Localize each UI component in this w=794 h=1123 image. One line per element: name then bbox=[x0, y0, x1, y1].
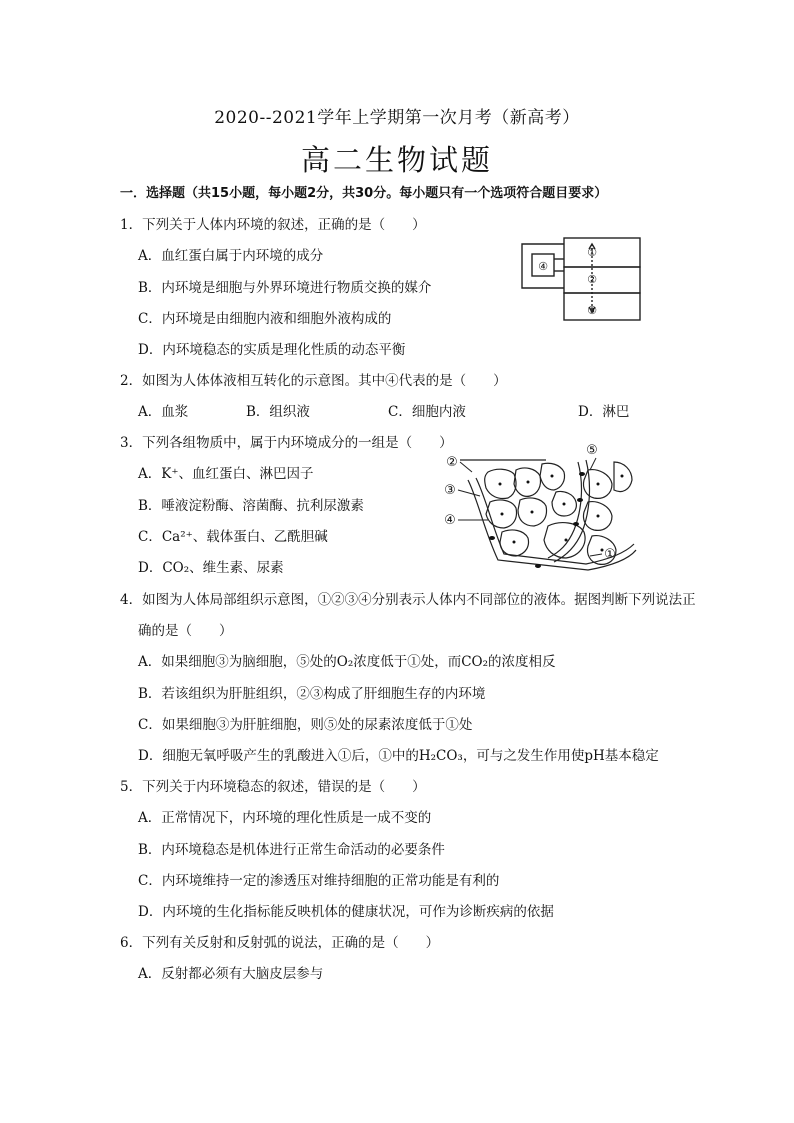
question-4-option-b: B．若该组织为肝脏组织，②③构成了肝细胞生存的内环境 bbox=[138, 686, 486, 702]
question-5-option-a: A．正常情况下，内环境的理化性质是一成不变的 bbox=[138, 810, 432, 826]
question-2-option-c: C．细胞内液 bbox=[388, 404, 466, 420]
section-heading: 一．选择题（共15小题，每小题2分，共30分。每小题只有一个选项符合题目要求） bbox=[120, 186, 608, 201]
question-4-stem: 4．如图为人体局部组织示意图，①②③④分别表示人体内不同部位的液体。据图判断下列说法正 bbox=[120, 592, 696, 608]
question-5-stem: 5．下列关于内环境稳态的叙述，错误的是（ ） bbox=[120, 779, 426, 795]
body-fluid-diagram bbox=[518, 236, 643, 322]
question-5-option-d: D．内环境的生化指标能反映机体的健康状况，可作为诊断疾病的依据 bbox=[138, 904, 554, 920]
question-5-option-b: B．内环境稳态是机体进行正常生命活动的必要条件 bbox=[138, 842, 445, 858]
question-6-stem: 6．下列有关反射和反射弧的说法，正确的是（ ） bbox=[120, 935, 440, 951]
question-3-option-a: A．K⁺、血红蛋白、淋巴因子 bbox=[138, 466, 314, 482]
tissue-diagram bbox=[438, 440, 638, 575]
question-1-option-b: B．内环境是细胞与外界环境进行物质交换的媒介 bbox=[138, 280, 432, 296]
question-4-option-a: A．如果细胞③为脑细胞，⑤处的O₂浓度低于①处，而CO₂的浓度相反 bbox=[138, 654, 556, 670]
figure2-label-2: ② bbox=[446, 455, 458, 470]
question-6-option-a: A．反射都必须有大脑皮层参与 bbox=[138, 966, 324, 982]
question-2-stem: 2．如图为人体体液相互转化的示意图。其中④代表的是（ ） bbox=[120, 373, 507, 389]
question-4-option-c: C．如果细胞③为肝脏细胞，则⑤处的尿素浓度低于①处 bbox=[138, 717, 473, 733]
subject-title: 高二生物试题 bbox=[300, 143, 493, 177]
question-3-stem: 3．下列各组物质中，属于内环境成分的一组是（ ） bbox=[120, 435, 453, 451]
question-3-option-c: C．Ca²⁺、载体蛋白、乙酰胆碱 bbox=[138, 529, 328, 545]
figure1-label-4: ④ bbox=[538, 260, 548, 273]
figure2-label-1: ① bbox=[604, 547, 616, 562]
figure2-label-3: ③ bbox=[444, 483, 456, 498]
question-2-option-a: A．血浆 bbox=[138, 404, 189, 420]
question-4-option-d: D．细胞无氧呼吸产生的乳酸进入①后，①中的H₂CO₃，可与之发生作用使pH基本稳定 bbox=[138, 748, 659, 764]
figure2-label-5: ⑤ bbox=[586, 443, 598, 458]
figure2-label-4: ④ bbox=[444, 513, 456, 528]
question-3-option-d: D．CO₂、维生素、尿素 bbox=[138, 560, 284, 576]
question-3-option-b: B．唾液淀粉酶、溶菌酶、抗利尿激素 bbox=[138, 498, 364, 514]
question-4-stem-cont: 确的是（ ） bbox=[138, 623, 233, 639]
exam-title: 2020--2021学年上学期第一次月考（新高考） bbox=[214, 108, 580, 128]
question-2-option-b: B．组织液 bbox=[246, 404, 310, 420]
question-1-stem: 1．下列关于人体内环境的叙述，正确的是（ ） bbox=[120, 217, 426, 233]
question-5-option-c: C．内环境维持一定的渗透压对维持细胞的正常功能是有利的 bbox=[138, 873, 500, 889]
question-1-option-c: C．内环境是由细胞内液和细胞外液构成的 bbox=[138, 311, 392, 327]
question-1-option-d: D．内环境稳态的实质是理化性质的动态平衡 bbox=[138, 342, 406, 358]
figure1-label-1: ① bbox=[587, 246, 597, 259]
figure1-label-2: ② bbox=[587, 273, 597, 286]
figure1-label-3: ③ bbox=[587, 304, 597, 317]
question-1-option-a: A．血红蛋白属于内环境的成分 bbox=[138, 248, 324, 264]
question-2-option-d: D．淋巴 bbox=[578, 404, 630, 420]
